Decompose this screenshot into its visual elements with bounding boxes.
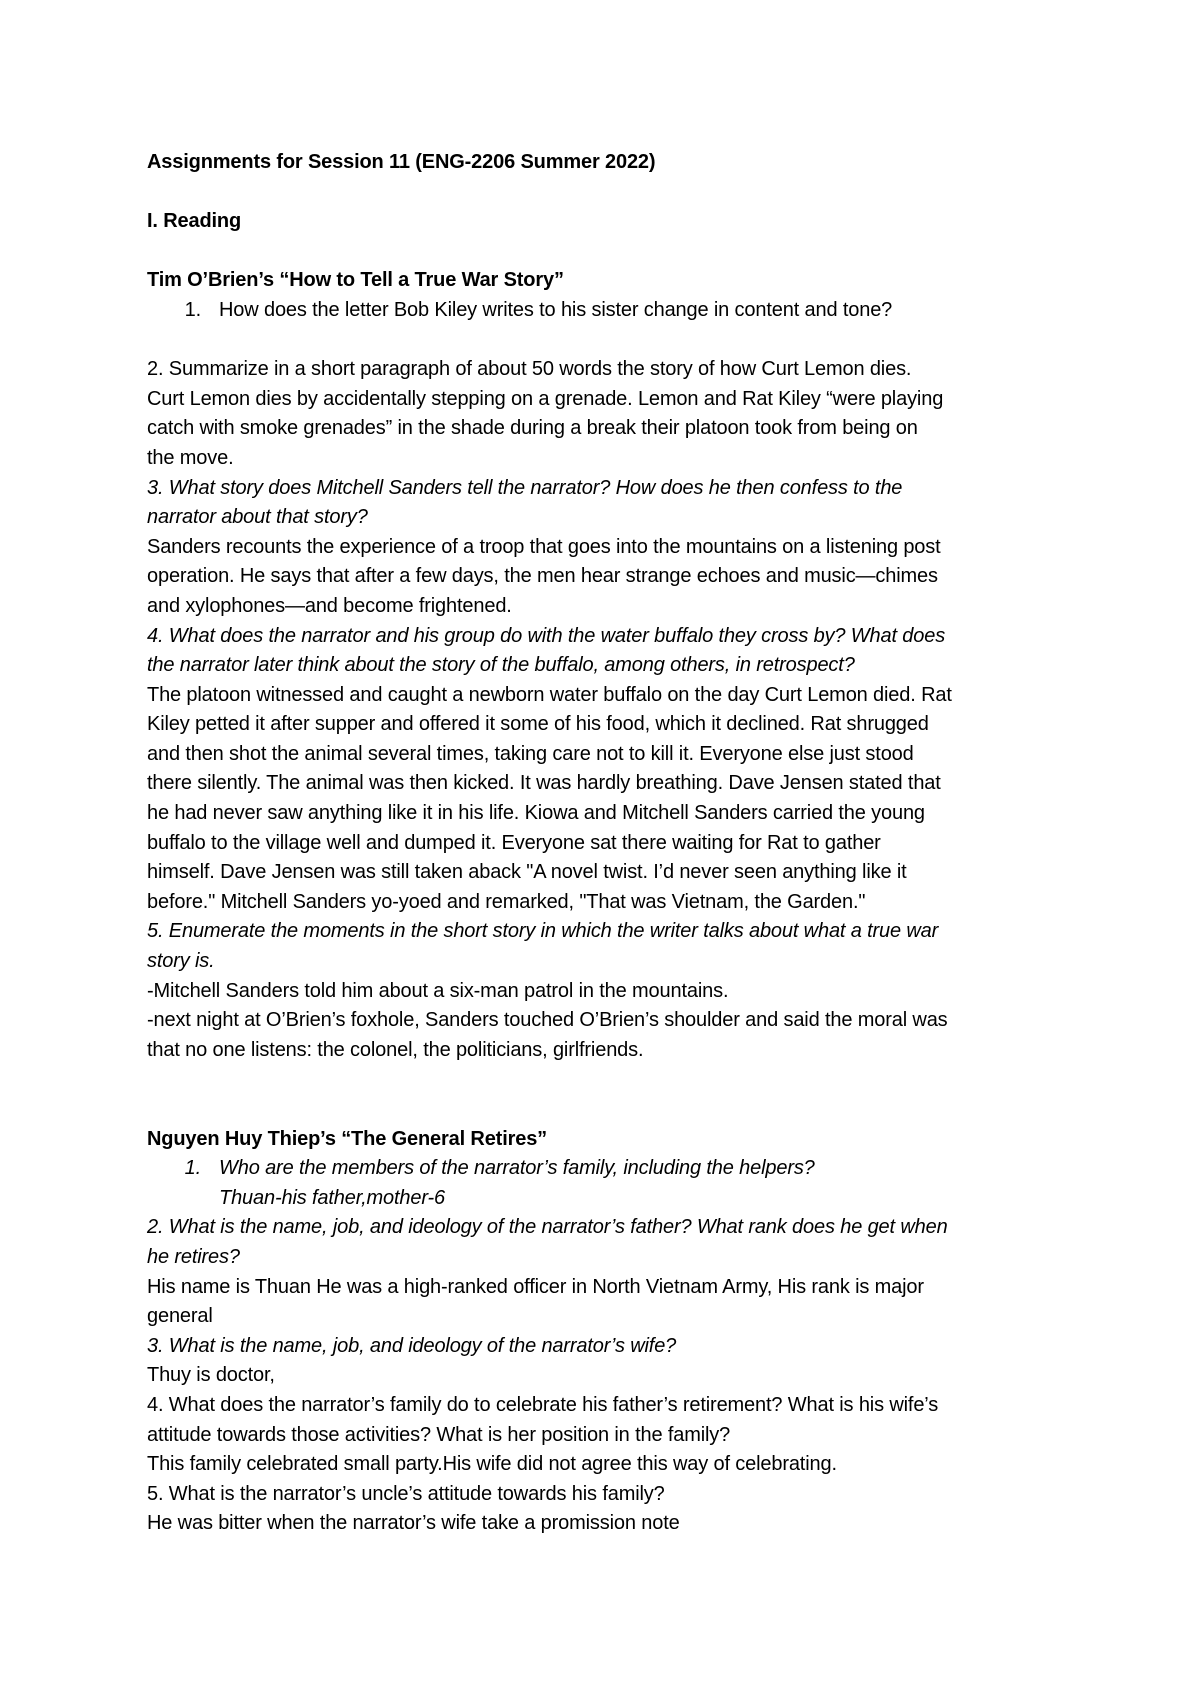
story1-answer-4-line: The platoon witnessed and caught a newborn water buffalo on the day Curt Lemon died. Rat	[147, 683, 952, 706]
spacer	[147, 178, 1077, 208]
question-text: Who are the members of the narrator’s family, including the helpers?	[219, 1157, 815, 1180]
story2-answer-2-line: His name is Thuan He was a high-ranked officer in North Vietnam Army, His rank is major	[147, 1275, 924, 1298]
document-body	[147, 148, 1077, 1539]
story1-question-1	[147, 296, 1077, 326]
story1-heading: Tim O’Brien’s “How to Tell a True War Story”	[147, 269, 564, 292]
spacer	[147, 237, 1077, 267]
list-number: 1.	[184, 298, 201, 321]
spacer	[147, 326, 1077, 356]
story1-answer-4-line: buffalo to the village well and dumped it. Everyone sat there waiting for Rat to gather	[147, 831, 881, 854]
story2-answer-1: Thuan-his father,mother-6	[219, 1186, 446, 1209]
story1-answer-5-line: that no one listens: the colonel, the politicians, girlfriends.	[147, 1038, 644, 1061]
list-number: 1.	[184, 1157, 201, 1180]
story1-question-3-line: narrator about that story?	[147, 506, 368, 529]
story1-answer-2-line: Curt Lemon dies by accidentally stepping on a grenade. Lemon and Rat Kiley “were playing	[147, 387, 944, 410]
story2-answer-3: Thuy is doctor,	[147, 1364, 275, 1387]
story1-answer-5-line: -Mitchell Sanders told him about a six-man patrol in the mountains.	[147, 979, 729, 1002]
document-title: Assignments for Session 11 (ENG-2206 Summer 2022)	[147, 151, 656, 173]
story2-question-4-line: 4. What does the narrator’s family do to celebrate his father’s retirement? What is his wife’s	[147, 1393, 939, 1416]
story1-answer-3-line: operation. He says that after a few days, the men hear strange echoes and music—chimes	[147, 565, 938, 588]
story1-question-4-line: 4. What does the narrator and his group do with the water buffalo they cross by? What does	[147, 624, 946, 647]
story1-answer-3-line: and xylophones—and become frightened.	[147, 594, 512, 617]
story2-answer-2-line: general	[147, 1305, 213, 1328]
spacer	[147, 1065, 1077, 1095]
story2-question-2-line: 2. What is the name, job, and ideology of the narrator’s father? What rank does he get when	[147, 1216, 948, 1239]
story1-answer-4-line: and then shot the animal several times, taking care not to kill it. Everyone else just stood	[147, 742, 914, 765]
story1-question-5-line: story is.	[147, 950, 215, 973]
story2-question-2-line: he retires?	[147, 1245, 240, 1268]
section-heading-reading: I. Reading	[147, 210, 242, 233]
story1-answer-5-line: -next night at O’Brien’s foxhole, Sanders touched O’Brien’s shoulder and said the moral was	[147, 1009, 948, 1032]
story1-answer-2-line: catch with smoke grenades” in the shade during a break their platoon took from being on	[147, 417, 918, 440]
story2-answer-4: This family celebrated small party.His wife did not agree this way of celebrating.	[147, 1453, 837, 1476]
story1-question-2: 2. Summarize in a short paragraph of about 50 words the story of how Curt Lemon dies.	[147, 358, 912, 381]
question-text: How does the letter Bob Kiley writes to his sister change in content and tone?	[219, 298, 893, 321]
story1-question-5-line: 5. Enumerate the moments in the short story in which the writer talks about what a true war	[147, 920, 939, 943]
story1-answer-4-line: he had never saw anything like it in his life. Kiowa and Mitchell Sanders carried the young	[147, 802, 925, 825]
story1-answer-4-line: before." Mitchell Sanders yo-yoed and remarked, "That was Vietnam, the Garden."	[147, 890, 866, 913]
story1-answer-4-line: himself. Dave Jensen was still taken aback "A novel twist. I’d never seen anything like it	[147, 861, 907, 884]
story1-answer-4-line: Kiley petted it after supper and offered it some of his food, which it declined. Rat shrugged	[147, 713, 929, 736]
story2-question-3: 3. What is the name, job, and ideology of the narrator’s wife?	[147, 1334, 677, 1357]
story2-answer-5: He was bitter when the narrator’s wife take a promission note	[147, 1512, 680, 1535]
story2-heading: Nguyen Huy Thiep’s “The General Retires”	[147, 1127, 548, 1150]
story1-answer-3-line: Sanders recounts the experience of a troop that goes into the mountains on a listening post	[147, 535, 941, 558]
story2-question-1	[147, 1154, 1077, 1184]
story1-question-4-line: the narrator later think about the story of the buffalo, among others, in retrospect?	[147, 654, 855, 677]
story1-question-3-line: 3. What story does Mitchell Sanders tell the narrator? How does he then confess to the	[147, 476, 903, 499]
story1-answer-2-line: the move.	[147, 446, 234, 469]
story2-question-5: 5. What is the narrator’s uncle’s attitude towards his family?	[147, 1482, 665, 1505]
story1-answer-4-line: there silently. The animal was then kicked. It was hardly breathing. Dave Jensen stated that	[147, 772, 941, 795]
story2-question-4-line: attitude towards those activities? What is her position in the family?	[147, 1423, 731, 1446]
spacer	[147, 1095, 1077, 1125]
